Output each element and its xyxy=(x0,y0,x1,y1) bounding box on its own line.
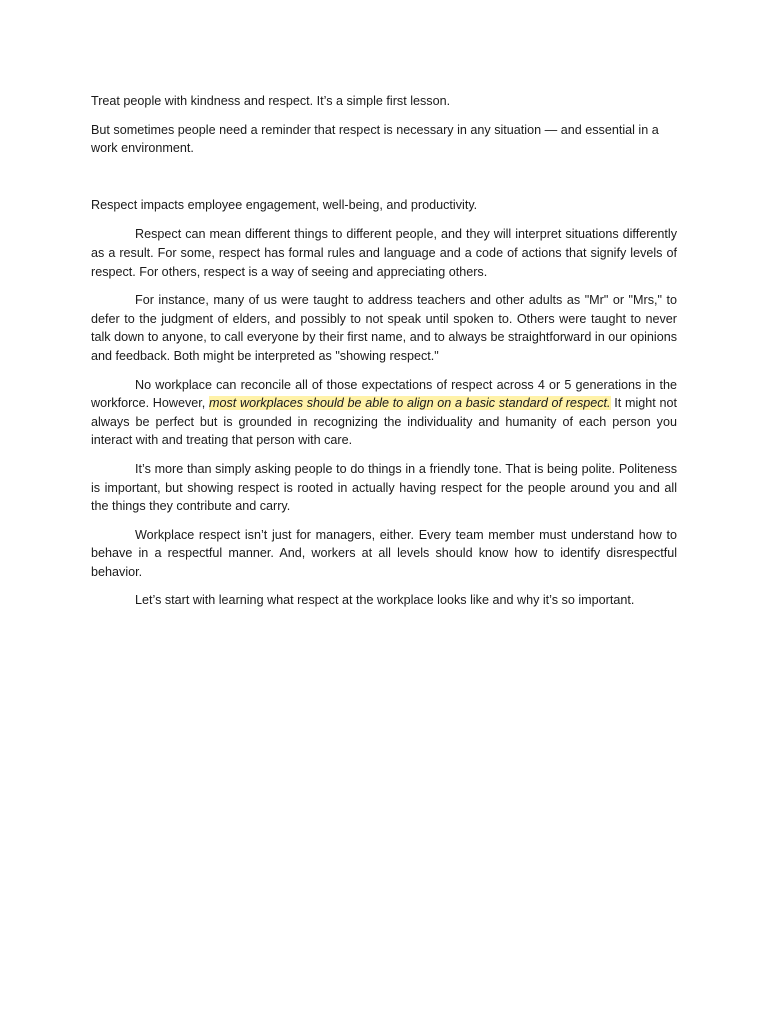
paragraph-2: For instance, many of us were taught to address teachers and other adults as "Mr" or "Mrs," to defer to the judgment of elders, and possibly to not speak until spoken to. Others were taught to never talk down to anyone, to call everyone by their first name, and to always be straightforward in our opinions and feedback. Both might be interpreted as "showing respect." xyxy=(91,293,677,363)
paragraph-3-lead-text: No workplace can reconcile all of those expectations of respect across 4 or 5 generations in the workforce. However, xyxy=(91,377,677,411)
paragraph-4: It’s more than simply asking people to do things in a friendly tone. That is being polite. Politeness is important, but showing respect is rooted in actually having respect for the people around you and all the things they contribute and carry. xyxy=(91,461,677,514)
paragraph-6: Let’s start with learning what respect at the workplace looks like and why it’s so important. xyxy=(135,593,635,608)
paragraph-3-tail-text: It might not always be perfect but is grounded in recognizing the individuality and humanity of each person you interact with and treating that person with care. xyxy=(91,396,677,448)
highlighted-text: most workplaces should be able to align on a basic standard of respect. xyxy=(209,396,611,411)
paragraph-3 xyxy=(91,376,677,450)
document-body xyxy=(91,92,677,610)
paragraph-1: Respect can mean different things to different people, and they will interpret situations differently as a result. For some, respect has formal rules and language and a code of actions that signify levels of respect. For others, respect is a way of seeing and appreciating others. xyxy=(91,227,677,279)
intro-line-1: Treat people with kindness and respect. It’s a simple first lesson. xyxy=(91,94,451,108)
intro-line-2: But sometimes people need a reminder that respect is necessary in any situation — and essential in a work environment. xyxy=(91,122,659,156)
section-lead: Respect impacts employee engagement, well-being, and productivity. xyxy=(91,197,478,212)
paragraph-5: Workplace respect isn’t just for managers, either. Every team member must understand how to behave in a respectful manner. And, workers at all levels should know how to identify disrespectful behavior. xyxy=(91,527,677,579)
